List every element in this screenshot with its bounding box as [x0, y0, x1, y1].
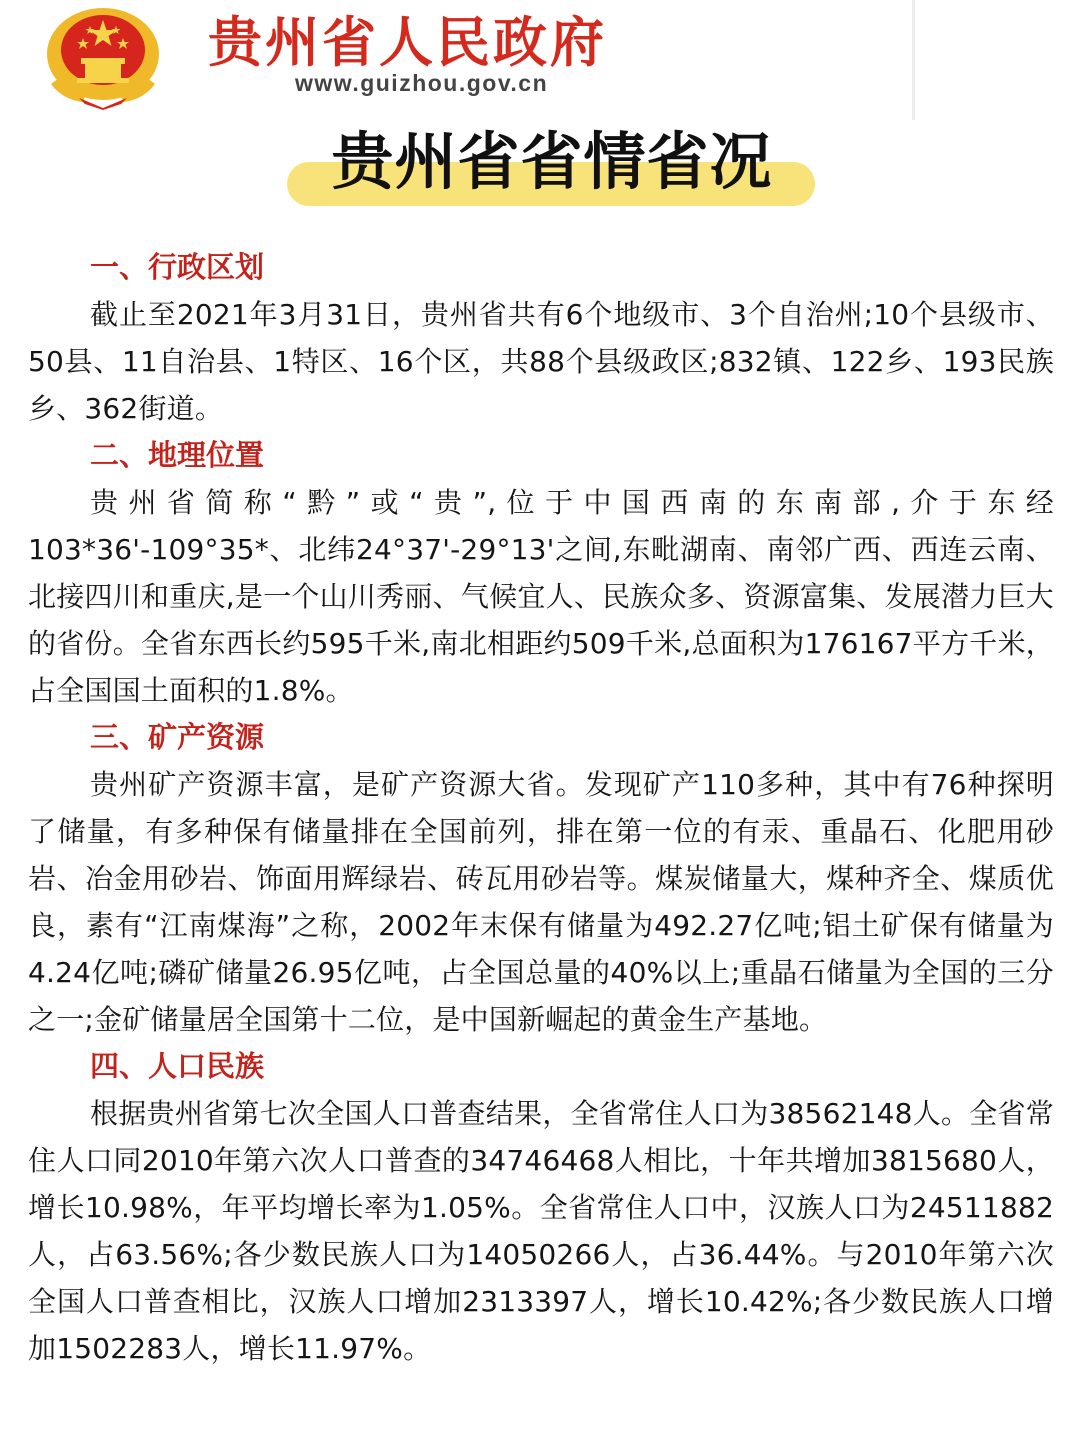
section-heading: 一、行政区划 — [90, 250, 265, 284]
section-paragraph: 贵州矿产资源丰富，是矿产资源大省。发现矿产110多种，其中有76种探明了储量，有多种保有储量排在全国前列，排在第一位的有汞、重晶石、化肥用砂岩、冶金用砂岩、饰面用辉绿岩、砖瓦用砂岩等。煤炭储量大，煤种齐全、煤质优良，素有“江南煤海”之称，2002年末保有储量为492.27亿吨;铝土矿保有储量为4.24亿吨;磷矿储量26.95亿吨，占全国总量的40%以上;重晶石储量为全国的三分之一;金矿储量居全国第十二位，是中国新崛起的黄金生产基地。 — [28, 768, 1054, 1036]
site-name: 贵州省人民政府 — [208, 10, 607, 74]
national-emblem-icon — [33, 4, 173, 110]
section-geographic-location — [28, 432, 1054, 714]
section-heading: 三、矿产资源 — [90, 720, 265, 754]
section-paragraph: 根据贵州省第七次全国人口普查结果，全省常住人口为38562148人。全省常住人口同2010年第六次人口普查的34746468人相比，十年共增加3815680人，增长10.98%，年平均增长率为1.05%。全省常住人口中，汉族人口为24511882人，占63.56%;各少数民族人口为14050266人，占36.44%。与2010年第六次全国人口普查相比，汉族人口增加2313397人，增长10.42%;各少数民族人口增加1502283人，增长11.97%。 — [28, 1097, 1054, 1365]
section-heading: 四、人口民族 — [90, 1049, 265, 1083]
section-population-ethnicity — [28, 1043, 1054, 1372]
section-mineral-resources — [28, 714, 1054, 1043]
section-heading: 二、地理位置 — [90, 438, 265, 472]
section-administrative-division — [28, 244, 1054, 432]
section-paragraph: 贵州省简称“黔”或“贵”,位于中国西南的东南部,介于东经103*36'-109°35*、北纬24°37'-29°13'之间,东毗湖南、南邻广西、西连云南、北接四川和重庆,是一个山川秀丽、气候宜人、民族众多、资源富集、发展潜力巨大的省份。全省东西长约595千米,南北相距约509千米,总面积为176167平方千米，占全国国土面积的1.8%。 — [28, 486, 1054, 707]
page-title: 贵州省省情省况 — [331, 125, 773, 198]
site-header — [0, 0, 915, 120]
article-body — [28, 244, 1054, 1372]
header-divider — [912, 0, 915, 120]
page-title-block — [287, 122, 817, 208]
site-url: www.guizhou.gov.cn — [295, 70, 549, 96]
section-paragraph: 截止至2021年3月31日，贵州省共有6个地级市、3个自治州;10个县级市、50县、11自治县、1特区、16个区，共88个县级政区;832镇、122乡、193民族乡、362街道。 — [28, 298, 1054, 425]
